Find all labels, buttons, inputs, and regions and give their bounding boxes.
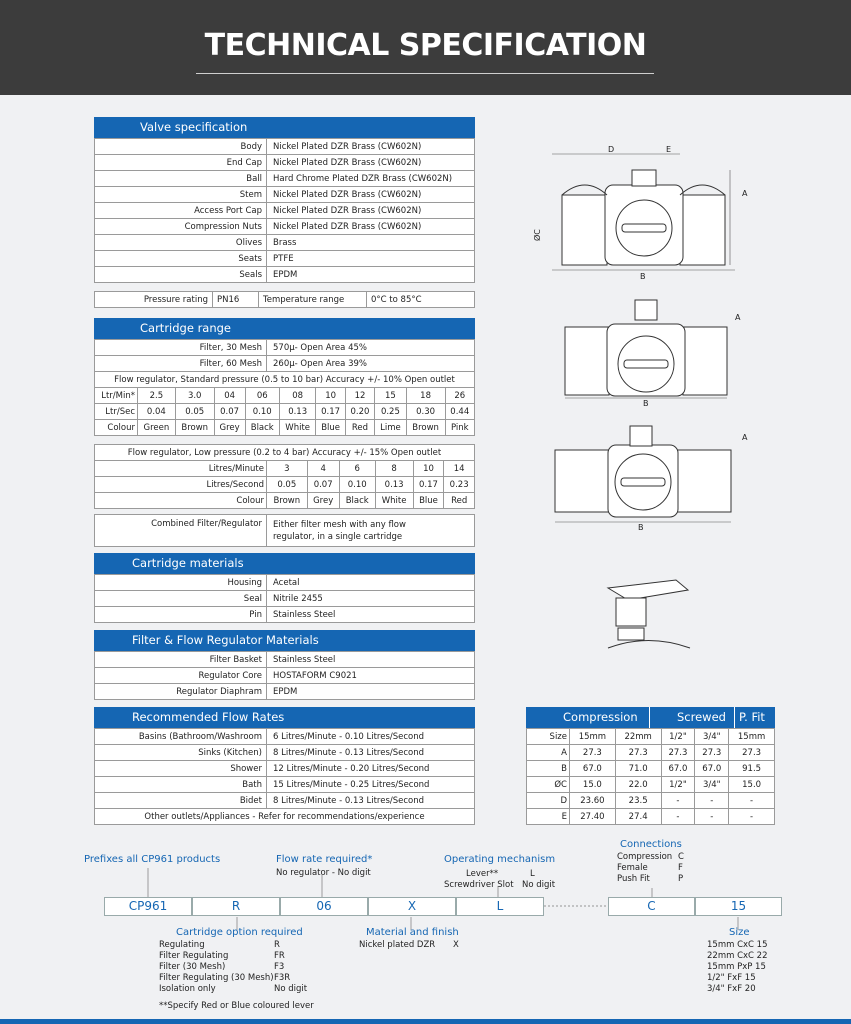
valve-spec-header: Valve specification — [94, 117, 475, 138]
flow-rates-header: Recommended Flow Rates — [94, 707, 475, 728]
cartridge-option-label: Cartridge option required — [176, 927, 303, 938]
table-row: Regulator Diaphram EPDM — [95, 684, 475, 700]
table-row: Size 15mm 22mm 1/2" 3/4" 15mm — [527, 729, 775, 745]
code-box-flow: 06 — [280, 897, 368, 916]
table-row: Colour Green Brown Grey Black White Blue Red Lime Brown Pink — [95, 420, 475, 436]
dim-a-label: A — [742, 189, 748, 198]
table-row: Sinks (Kitchen) 8 Litres/Minute - 0.13 Litres/Second — [95, 745, 475, 761]
dim-b-label: B — [640, 272, 646, 281]
pressure-label: Pressure rating — [95, 292, 213, 308]
table-row: Litres/Second 0.05 0.07 0.10 0.13 0.17 0.23 — [95, 477, 475, 493]
table-row: ØC 15.0 22.0 1/2" 3/4" 15.0 — [527, 777, 775, 793]
code-box-prefix: CP961 — [104, 897, 192, 916]
code-box-mechanism: L — [456, 897, 544, 916]
flow-rates-table — [94, 728, 475, 825]
filter-materials-table — [94, 651, 475, 700]
table-row: Filter, 60 Mesh 260μ- Open Area 39% — [95, 356, 475, 372]
mechanism-label: Operating mechanism — [444, 854, 556, 865]
code-box-connection: C — [608, 897, 695, 916]
table-row: Bidet 8 Litres/Minute - 0.13 Litres/Second — [95, 793, 475, 809]
title-underline — [196, 73, 654, 74]
connections-label: Connections — [620, 839, 682, 850]
bottom-rule — [0, 1019, 851, 1024]
cartridge-materials-table — [94, 574, 475, 623]
combined-table: Combined Filter/Regulator Either filter mesh with any flow regulator, in a single cartridge — [94, 514, 475, 547]
std-flow-table — [94, 387, 475, 436]
table-row: Olives Brass — [95, 235, 475, 251]
filters-table — [94, 339, 475, 372]
drawing-pushfit-view — [545, 292, 745, 410]
cartridge-materials-header: Cartridge materials — [94, 553, 475, 574]
footnote: **Specify Red or Blue coloured lever — [159, 1001, 314, 1011]
table-row: Stem Nickel Plated DZR Brass (CW602N) — [95, 187, 475, 203]
std-flow-title: Flow regulator, Standard pressure (0.5 to 10 bar) Accuracy +/- 10% Open outlet — [94, 371, 475, 388]
drawing-female-view — [530, 420, 750, 532]
table-row: Filter Basket Stainless Steel — [95, 652, 475, 668]
dim-e-label: E — [666, 145, 672, 154]
table-row: Pin Stainless Steel — [95, 607, 475, 623]
code-box-cartridge: R — [192, 897, 280, 916]
drawing-lever-detail — [598, 578, 698, 656]
table-row: Compression Nuts Nickel Plated DZR Brass (CW602N) — [95, 219, 475, 235]
table-row: Ltr/Sec 0.04 0.05 0.07 0.10 0.13 0.17 0.20 0.25 0.30 0.44 — [95, 404, 475, 420]
table-row: Access Port Cap Nickel Plated DZR Brass (CW602N) — [95, 203, 475, 219]
dim-d-label: D — [608, 145, 615, 154]
dims-table — [526, 728, 775, 825]
valve-spec-table — [94, 138, 475, 283]
svg-text:B: B — [638, 523, 644, 532]
table-row: Seats PTFE — [95, 251, 475, 267]
table-row: End Cap Nickel Plated DZR Brass (CW602N) — [95, 155, 475, 171]
pressure-value: PN16 — [213, 292, 259, 308]
cartridge-range-header: Cartridge range — [94, 318, 475, 339]
flow-rate-sub: No regulator - No digit — [276, 868, 371, 878]
table-row: Filter, 30 Mesh 570μ- Open Area 45% — [95, 340, 475, 356]
table-row: Regulator Core HOSTAFORM C9021 — [95, 668, 475, 684]
temp-label: Temperature range — [259, 292, 367, 308]
table-row: Other outlets/Appliances - Refer for recommendations/experience — [95, 809, 475, 825]
table-row: Bath 15 Litres/Minute - 0.25 Litres/Second — [95, 777, 475, 793]
table-row: Litres/Minute 3 4 6 8 10 14 — [95, 461, 475, 477]
table-row: Seal Nitrile 2455 — [95, 591, 475, 607]
code-box-material: X — [368, 897, 456, 916]
size-label: Size — [729, 927, 750, 938]
prefix-label: Prefixes all CP961 products — [84, 854, 221, 865]
material-label: Material and finish — [366, 927, 459, 938]
filter-materials-header: Filter & Flow Regulator Materials — [94, 630, 475, 651]
svg-text:A: A — [742, 433, 748, 442]
pressure-table — [94, 291, 475, 308]
table-row: Seals EPDM — [95, 267, 475, 283]
low-flow-title: Flow regulator, Low pressure (0.2 to 4 bar) Accuracy +/- 15% Open outlet — [94, 444, 475, 461]
table-row: E 27.40 27.4 - - - — [527, 809, 775, 825]
dim-c-label: ØC — [533, 229, 542, 241]
table-row: B 67.0 71.0 67.0 67.0 91.5 — [527, 761, 775, 777]
table-row: Housing Acetal — [95, 575, 475, 591]
table-row: Ball Hard Chrome Plated DZR Brass (CW602N) — [95, 171, 475, 187]
table-row: Ltr/Min* 2.5 3.0 04 06 08 10 12 15 18 26 — [95, 388, 475, 404]
temp-value: 0°C to 85°C — [367, 292, 475, 308]
table-row: A 27.3 27.3 27.3 27.3 27.3 — [527, 745, 775, 761]
table-row: Colour Brown Grey Black White Blue Red — [95, 493, 475, 509]
low-flow-table — [94, 460, 475, 509]
header-banner — [0, 0, 851, 95]
table-row: Shower 12 Litres/Minute - 0.20 Litres/Second — [95, 761, 475, 777]
code-box-size: 15 — [695, 897, 782, 916]
page-title: TECHNICAL SPECIFICATION — [204, 28, 647, 63]
drawing-front-view — [530, 140, 760, 285]
svg-text:A: A — [735, 313, 741, 322]
table-row: D 23.60 23.5 - - - — [527, 793, 775, 809]
svg-text:B: B — [643, 399, 649, 408]
flow-rate-label: Flow rate required* — [276, 854, 373, 865]
dims-header: Compression Screwed P. Fit — [526, 707, 775, 728]
table-row: Basins (Bathroom/Washroom 6 Litres/Minute - 0.10 Litres/Second — [95, 729, 475, 745]
table-row: Body Nickel Plated DZR Brass (CW602N) — [95, 139, 475, 155]
